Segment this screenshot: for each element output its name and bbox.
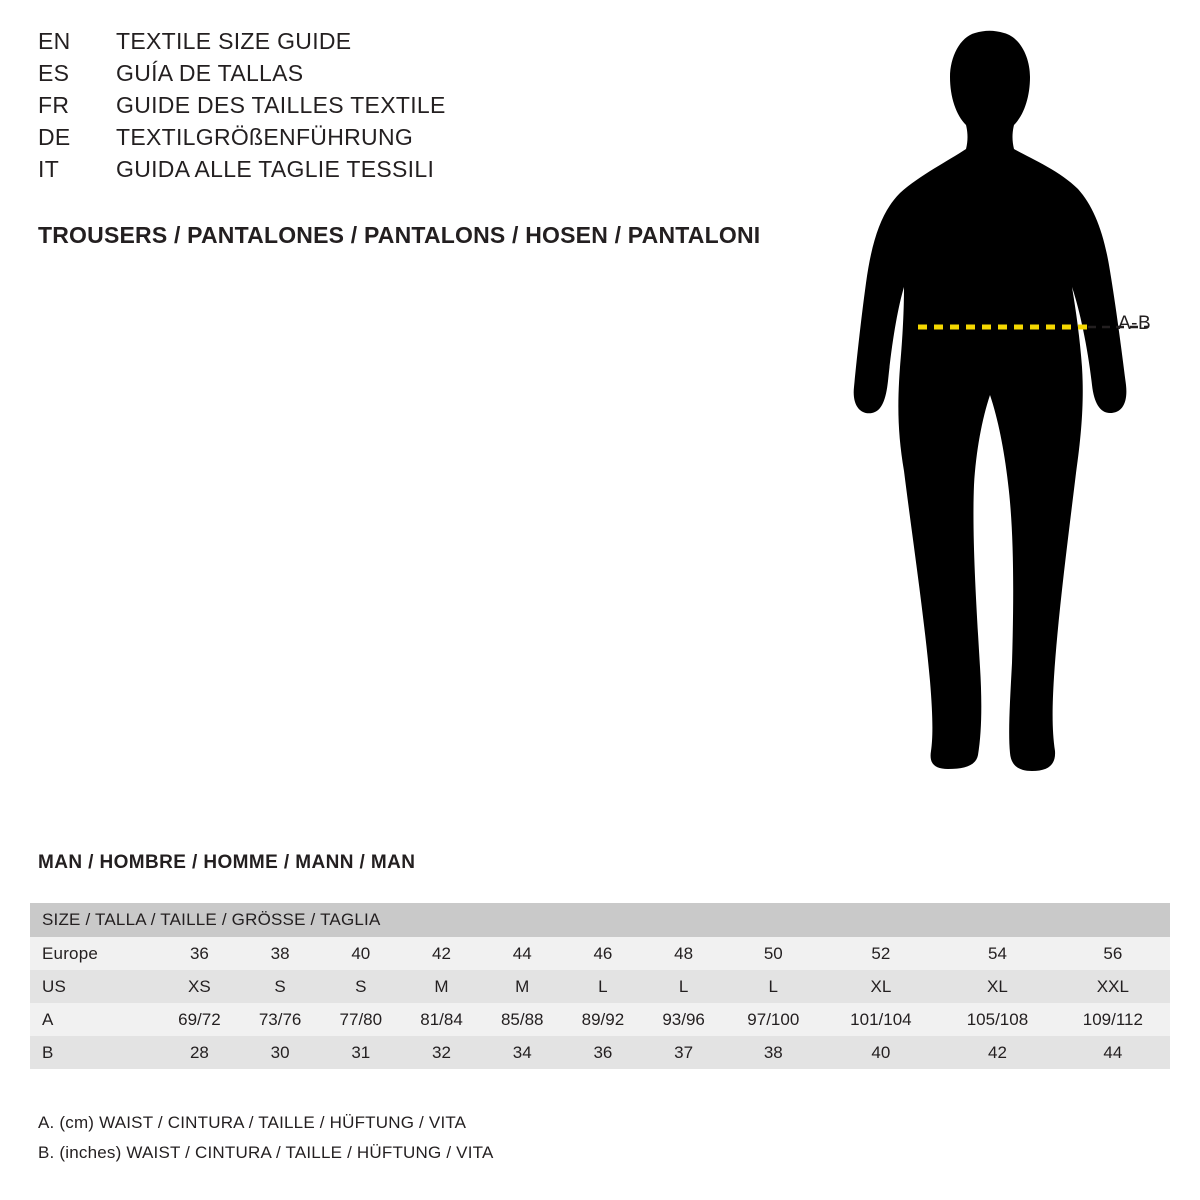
size-table (30, 903, 1170, 1069)
table-cell: 28 (159, 1036, 240, 1069)
table-cell: S (320, 970, 401, 1003)
table-cell: 109/112 (1056, 1003, 1170, 1036)
table-cell: 46 (563, 937, 644, 970)
table-cell: 89/92 (563, 1003, 644, 1036)
language-row (38, 124, 798, 156)
table-cell: 36 (563, 1036, 644, 1069)
table-cell: 40 (823, 1036, 940, 1069)
language-text: TEXTILGRÖßENFÜHRUNG (116, 124, 414, 150)
footnote-b: B. (inches) WAIST / CINTURA / TAILLE / HÜFTUNG / VITA (38, 1143, 494, 1162)
table-cell: 73/76 (240, 1003, 321, 1036)
language-code: FR (38, 92, 70, 118)
table-section-title: MAN / HOMBRE / HOMME / MANN / MAN (38, 852, 416, 873)
row-label: A (30, 1003, 159, 1036)
table-row (30, 1036, 1170, 1069)
language-row (38, 60, 798, 92)
table-cell: XL (939, 970, 1056, 1003)
figure-illustration (800, 15, 1200, 805)
table-cell: 52 (823, 937, 940, 970)
language-row (38, 156, 798, 188)
language-code: DE (38, 124, 71, 150)
table-cell: M (482, 970, 563, 1003)
table-cell: 36 (159, 937, 240, 970)
table-cell: 101/104 (823, 1003, 940, 1036)
table-cell: 37 (643, 1036, 724, 1069)
language-text: GUIDE DES TAILLES TEXTILE (116, 92, 446, 118)
table-cell: S (240, 970, 321, 1003)
footnotes (38, 1108, 494, 1168)
language-text: GUIDA ALLE TAGLIE TESSILI (116, 156, 435, 182)
table-cell: 54 (939, 937, 1056, 970)
language-heading-block (38, 28, 798, 188)
table-row (30, 937, 1170, 970)
table-cell: 34 (482, 1036, 563, 1069)
measure-label-ab: A-B (1118, 313, 1152, 334)
table-header-row (30, 903, 1170, 937)
garment-type-title: TROUSERS / PANTALONES / PANTALONS / HOSEN / PANTALONI (38, 222, 761, 248)
table-cell: 77/80 (320, 1003, 401, 1036)
row-label: US (30, 970, 159, 1003)
table-cell: 56 (1056, 937, 1170, 970)
language-text: TEXTILE SIZE GUIDE (116, 28, 352, 54)
table-row (30, 970, 1170, 1003)
table-cell: M (401, 970, 482, 1003)
table-cell: 44 (1056, 1036, 1170, 1069)
table-cell: L (563, 970, 644, 1003)
table-cell: 30 (240, 1036, 321, 1069)
table-cell: 44 (482, 937, 563, 970)
table-cell: 38 (240, 937, 321, 970)
table-cell: 38 (724, 1036, 823, 1069)
table-cell: 42 (401, 937, 482, 970)
table-cell: 105/108 (939, 1003, 1056, 1036)
table-cell: 81/84 (401, 1003, 482, 1036)
table-cell: L (643, 970, 724, 1003)
table-cell: XL (823, 970, 940, 1003)
table-cell: XXL (1056, 970, 1170, 1003)
table-cell: L (724, 970, 823, 1003)
language-text: GUÍA DE TALLAS (116, 60, 304, 86)
row-label: Europe (30, 937, 159, 970)
table-cell: 42 (939, 1036, 1056, 1069)
row-label: B (30, 1036, 159, 1069)
table-cell: 97/100 (724, 1003, 823, 1036)
table-cell: 85/88 (482, 1003, 563, 1036)
language-row (38, 28, 798, 60)
table-cell: 31 (320, 1036, 401, 1069)
table-row (30, 1003, 1170, 1036)
language-code: ES (38, 60, 70, 86)
table-cell: 69/72 (159, 1003, 240, 1036)
table-cell: XS (159, 970, 240, 1003)
language-code: IT (38, 156, 60, 182)
table-cell: 50 (724, 937, 823, 970)
table-header-label: SIZE / TALLA / TAILLE / GRÖSSE / TAGLIA (30, 903, 1170, 937)
language-code: EN (38, 28, 71, 54)
table-cell: 32 (401, 1036, 482, 1069)
language-row (38, 92, 798, 124)
footnote-a: A. (cm) WAIST / CINTURA / TAILLE / HÜFTUNG / VITA (38, 1113, 467, 1132)
table-cell: 48 (643, 937, 724, 970)
table-cell: 40 (320, 937, 401, 970)
table-cell: 93/96 (643, 1003, 724, 1036)
